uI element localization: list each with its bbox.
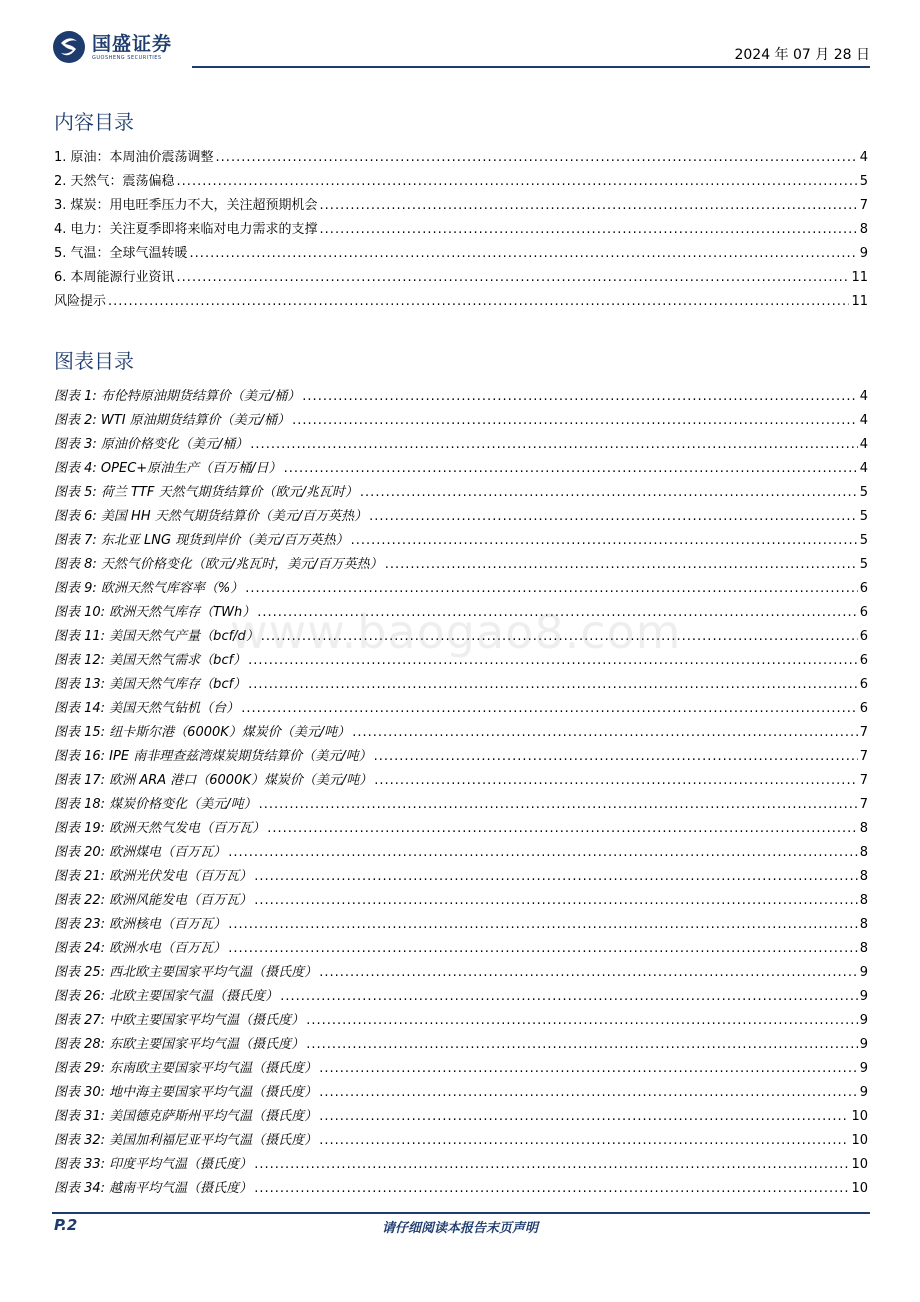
dot-leader (351, 533, 858, 548)
figure-entry-label: 图表 6: 美国 HH 天然气期货结算价（美元/百万英热） (54, 509, 368, 524)
page-number: P.2 (54, 1216, 78, 1234)
figure-entry[interactable] (54, 529, 868, 553)
figure-entry[interactable] (54, 457, 868, 481)
toc-entry[interactable] (54, 146, 868, 170)
dot-leader (259, 797, 858, 812)
figure-entry-page: 5 (859, 485, 868, 500)
figure-entry-label: 图表 23: 欧洲核电（百万瓦） (54, 917, 227, 932)
figure-entry-label: 图表 9: 欧洲天然气库容率（%） (54, 581, 244, 596)
dot-leader (374, 749, 858, 764)
figure-entry-label: 图表 17: 欧洲 ARA 港口（6000K）煤炭价（美元/吨） (54, 773, 373, 788)
figure-entry-label: 图表 7: 东北亚 LNG 现货到岸价（美元/百万英热） (54, 533, 349, 548)
figure-entry-label: 图表 15: 纽卡斯尔港（6000K）煤炭价（美元/吨） (54, 725, 351, 740)
figure-entry-label: 图表 18: 煤炭价格变化（美元/吨） (54, 797, 257, 812)
dot-leader (352, 725, 858, 740)
figure-entry-label: 图表 8: 天然气价格变化（欧元/兆瓦时，美元/百万英热） (54, 557, 383, 572)
figure-entry-page: 10 (851, 1109, 868, 1124)
figure-entry[interactable] (54, 985, 868, 1009)
dot-leader (284, 461, 858, 476)
figure-entry-page: 7 (859, 773, 868, 788)
toc-entry-label: 6. 本周能源行业资讯 (54, 270, 175, 285)
figure-entry-page: 10 (851, 1181, 868, 1196)
dot-leader (319, 1133, 849, 1148)
figure-entry-label: 图表 34: 越南平均气温（摄氏度） (54, 1181, 253, 1196)
figure-entry-page: 7 (859, 749, 868, 764)
dot-leader (360, 485, 858, 500)
report-date: 2024 年 07 月 28 日 (734, 47, 870, 63)
figure-entry-page: 9 (859, 1061, 868, 1076)
toc-entry-page: 4 (859, 150, 868, 165)
figure-entry-label: 图表 5: 荷兰 TTF 天然气期货结算价（欧元/兆瓦时） (54, 485, 358, 500)
figure-entry[interactable] (54, 793, 868, 817)
dot-leader (228, 917, 858, 932)
figure-entry[interactable] (54, 697, 868, 721)
dot-leader (228, 845, 858, 860)
logo-en-text: GUOSHENG SECURITIES (92, 54, 162, 61)
toc-entry-label: 5. 气温：全球气温转暖 (54, 246, 188, 261)
figure-entry-label: 图表 27: 中欧主要国家平均气温（摄氏度） (54, 1013, 305, 1028)
figure-entry-page: 5 (859, 533, 868, 548)
figure-entry-page: 9 (859, 1013, 868, 1028)
dot-leader (319, 1085, 858, 1100)
figure-entry-page: 9 (859, 1037, 868, 1052)
figure-entry-page: 9 (859, 1085, 868, 1100)
dot-leader (374, 773, 857, 788)
dot-leader (385, 557, 858, 572)
figure-entry-label: 图表 4: OPEC+原油生产（百万桶/日） (54, 461, 282, 476)
figure-entry[interactable] (54, 817, 868, 841)
dot-leader (108, 294, 849, 309)
figure-entry-page: 6 (859, 581, 868, 596)
figure-entry-label: 图表 16: IPE 南非理查兹湾煤炭期货结算价（美元/吨） (54, 749, 372, 764)
company-logo (52, 28, 172, 66)
figure-entry-page: 9 (859, 989, 868, 1004)
figure-entry-label: 图表 20: 欧洲煤电（百万瓦） (54, 845, 227, 860)
toc-entry-label: 1. 原油：本周油价震荡调整 (54, 150, 214, 165)
figure-entry-label: 图表 29: 东南欧主要国家平均气温（摄氏度） (54, 1061, 318, 1076)
figure-entry-label: 图表 30: 地中海主要国家平均气温（摄氏度） (54, 1085, 318, 1100)
figure-entry-label: 图表 22: 欧洲风能发电（百万瓦） (54, 893, 253, 908)
figure-entry-page: 10 (851, 1133, 868, 1148)
header-divider (192, 66, 870, 68)
figure-entry-label: 图表 12: 美国天然气需求（bcf） (54, 653, 247, 668)
dot-leader (248, 677, 858, 692)
figure-entry-page: 4 (859, 389, 868, 404)
dot-leader (302, 389, 857, 404)
toc-entry-label: 风险提示 (54, 294, 107, 309)
figure-entry-label: 图表 3: 原油价格变化（美元/桶） (54, 437, 249, 452)
figure-entry-page: 6 (859, 677, 868, 692)
figure-entry[interactable] (54, 1129, 868, 1153)
figure-entry-page: 4 (859, 413, 868, 428)
logo-mark-icon (52, 30, 86, 64)
toc-entry[interactable] (54, 194, 868, 218)
figure-entry[interactable] (54, 1081, 868, 1105)
dot-leader (216, 150, 858, 165)
figure-entry-page: 8 (859, 821, 868, 836)
figure-entry[interactable] (54, 889, 868, 913)
dot-leader (319, 1109, 849, 1124)
figure-entry[interactable] (54, 433, 868, 457)
dot-leader (190, 246, 858, 261)
figure-entry-label: 图表 24: 欧洲水电（百万瓦） (54, 941, 227, 956)
toc-title: 内容目录 (54, 110, 134, 134)
figure-entry[interactable] (54, 769, 868, 793)
figure-entry[interactable] (54, 937, 868, 961)
figure-entry-page: 8 (859, 869, 868, 884)
figure-entry-page: 6 (859, 653, 868, 668)
toc-entry-page: 9 (859, 246, 868, 261)
figure-entry-page: 6 (859, 629, 868, 644)
dot-leader (177, 174, 858, 189)
dot-leader (320, 198, 858, 213)
toc-entry[interactable] (54, 242, 868, 266)
figure-entry[interactable] (54, 1033, 868, 1057)
footer-disclaimer: 请仔细阅读本报告末页声明 (381, 1221, 538, 1236)
toc-entry[interactable] (54, 290, 868, 314)
figure-entry-page: 6 (859, 701, 868, 716)
figure-entry[interactable] (54, 553, 868, 577)
dot-leader (228, 941, 858, 956)
toc-entry-page: 11 (851, 294, 868, 309)
figure-entry[interactable] (54, 673, 868, 697)
figure-entry-page: 4 (859, 437, 868, 452)
figure-list (54, 385, 868, 1201)
dot-leader (320, 222, 858, 237)
toc-entry[interactable] (54, 266, 868, 290)
figure-entry-label: 图表 21: 欧洲光伏发电（百万瓦） (54, 869, 253, 884)
figure-entry-page: 8 (859, 941, 868, 956)
figure-entry-page: 6 (859, 605, 868, 620)
dot-leader (306, 1013, 858, 1028)
figure-entry-label: 图表 2: WTI 原油期货结算价（美元/桶） (54, 413, 291, 428)
figure-entry-page: 8 (859, 917, 868, 932)
toc-entry-page: 5 (859, 174, 868, 189)
figure-entry-page: 8 (859, 893, 868, 908)
figure-entry[interactable] (54, 721, 868, 745)
figure-entry-page: 8 (859, 845, 868, 860)
figure-entry-label: 图表 31: 美国德克萨斯州平均气温（摄氏度） (54, 1109, 318, 1124)
figure-entry[interactable] (54, 385, 868, 409)
figure-entry-page: 10 (851, 1157, 868, 1172)
dot-leader (280, 989, 858, 1004)
figure-entry-page: 5 (859, 509, 868, 524)
figure-entry[interactable] (54, 841, 868, 865)
figure-entry-page: 5 (859, 557, 868, 572)
figure-entry-label: 图表 10: 欧洲天然气库存（TWh） (54, 605, 256, 620)
dot-leader (254, 893, 858, 908)
figure-entry-label: 图表 26: 北欧主要国家气温（摄氏度） (54, 989, 279, 1004)
toc-entry-label: 2. 天然气：震荡偏稳 (54, 174, 175, 189)
figure-entry[interactable] (54, 1057, 868, 1081)
figure-entry[interactable] (54, 745, 868, 769)
dot-leader (369, 509, 858, 524)
dot-leader (245, 581, 857, 596)
figure-entry[interactable] (54, 577, 868, 601)
dot-leader (292, 413, 858, 428)
dot-leader (254, 1157, 849, 1172)
figure-entry-label: 图表 28: 东欧主要国家平均气温（摄氏度） (54, 1037, 305, 1052)
toc-entry-label: 3. 煤炭：用电旺季压力不大，关注超预期机会 (54, 198, 318, 213)
figure-entry-label: 图表 33: 印度平均气温（摄氏度） (54, 1157, 253, 1172)
page-header (52, 28, 870, 70)
dot-leader (254, 869, 858, 884)
figure-entry[interactable] (54, 409, 868, 433)
figure-entry[interactable] (54, 1009, 868, 1033)
figure-entry[interactable] (54, 1153, 868, 1177)
logo-cn-text: 国盛证券 (92, 32, 173, 55)
dot-leader (267, 821, 858, 836)
figure-entry[interactable] (54, 1177, 868, 1201)
toc-entry-page: 7 (859, 198, 868, 213)
figure-entry-label: 图表 19: 欧洲天然气发电（百万瓦） (54, 821, 266, 836)
figure-list-title: 图表目录 (54, 349, 134, 373)
figure-entry[interactable] (54, 865, 868, 889)
toc-entry[interactable] (54, 218, 868, 242)
toc-entry-page: 11 (851, 270, 868, 285)
dot-leader (177, 270, 850, 285)
toc-entry-label: 4. 电力：关注夏季即将来临对电力需求的支撑 (54, 222, 318, 237)
figure-entry-label: 图表 25: 西北欧主要国家平均气温（摄氏度） (54, 965, 318, 980)
figure-entry-page: 7 (859, 797, 868, 812)
watermark: www.baogao8.com (230, 605, 682, 659)
dot-leader (319, 1061, 858, 1076)
dot-leader (254, 1181, 849, 1196)
figure-entry-page: 9 (859, 965, 868, 980)
figure-entry[interactable] (54, 1105, 868, 1129)
figure-entry-label: 图表 1: 布伦特原油期货结算价（美元/桶） (54, 389, 301, 404)
dot-leader (241, 701, 858, 716)
figure-entry[interactable] (54, 961, 868, 985)
figure-entry[interactable] (54, 505, 868, 529)
figure-entry[interactable] (54, 913, 868, 937)
toc-entry-page: 8 (859, 222, 868, 237)
footer-divider (52, 1212, 870, 1214)
dot-leader (250, 437, 857, 452)
dot-leader (306, 1037, 858, 1052)
figure-entry-label: 图表 11: 美国天然气产量（bcf/d） (54, 629, 259, 644)
figure-entry[interactable] (54, 481, 868, 505)
figure-entry-label: 图表 13: 美国天然气库存（bcf） (54, 677, 247, 692)
toc-entry[interactable] (54, 170, 868, 194)
figure-entry-label: 图表 32: 美国加利福尼亚平均气温（摄氏度） (54, 1133, 318, 1148)
toc-list (54, 146, 868, 314)
dot-leader (319, 965, 858, 980)
figure-entry-label: 图表 14: 美国天然气钻机（台） (54, 701, 240, 716)
figure-entry-page: 7 (859, 725, 868, 740)
figure-entry-page: 4 (859, 461, 868, 476)
